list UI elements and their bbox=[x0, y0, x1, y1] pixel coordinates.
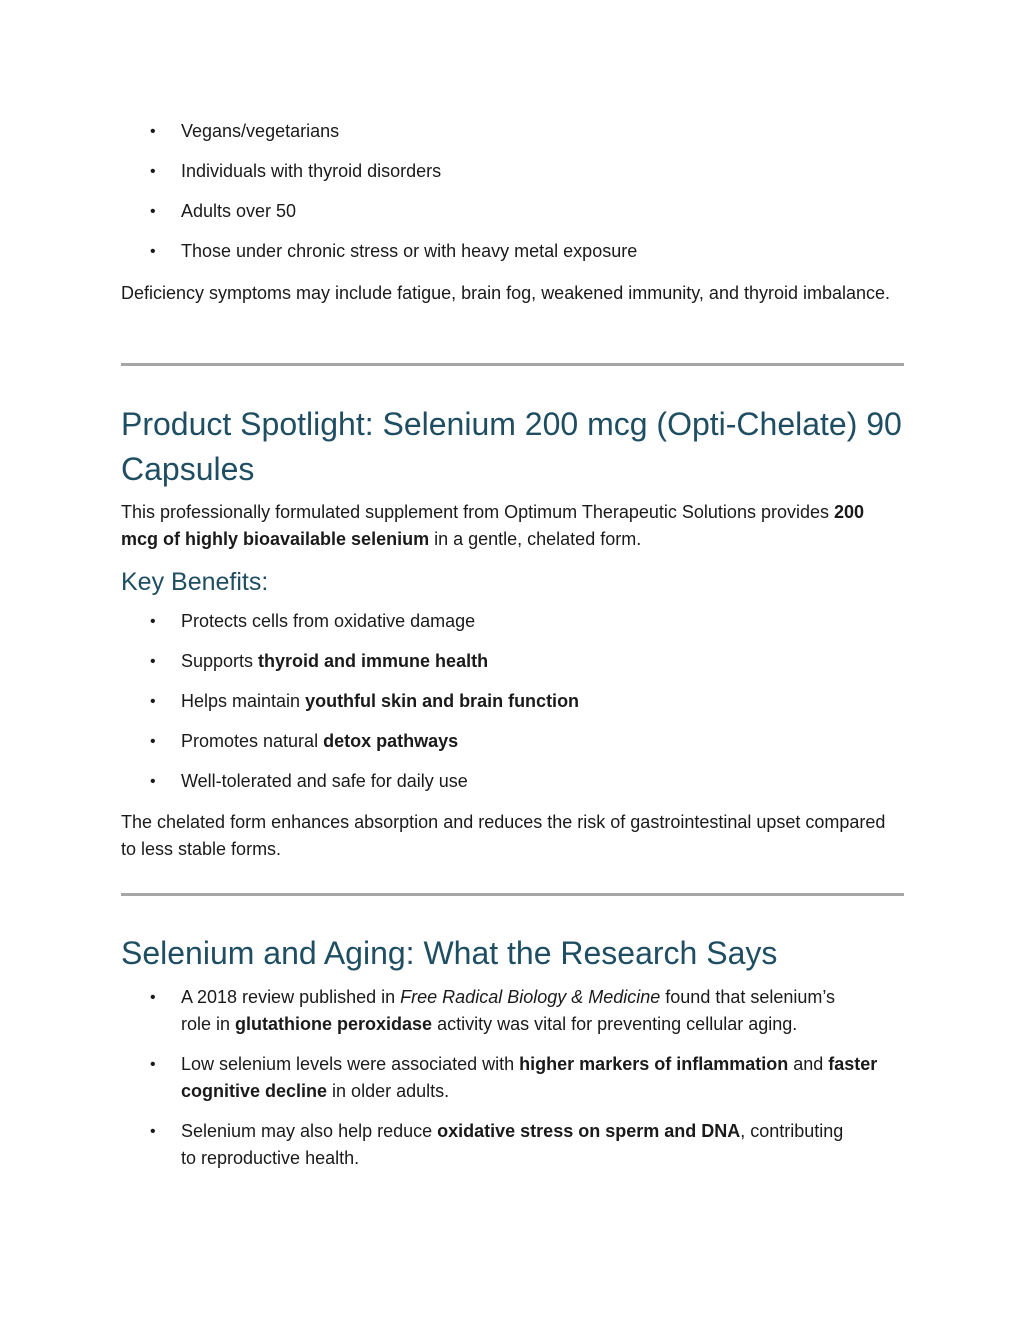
key-benefits-list bbox=[121, 608, 906, 795]
key-benefits-heading: Key Benefits: bbox=[121, 568, 269, 596]
risk-groups-list bbox=[121, 118, 906, 265]
list-item: • Those under chronic stress or with heavy metal exposure bbox=[121, 238, 906, 265]
benefit-highlight: youthful skin and brain function bbox=[305, 691, 580, 711]
research-heading: Selenium and Aging: What the Research Says bbox=[121, 935, 778, 971]
benefit-text: Supports bbox=[181, 651, 259, 671]
research-text: in older adults. bbox=[327, 1081, 450, 1101]
product-description-highlight: 200 mcg of highly bioavailable selenium bbox=[121, 502, 865, 549]
product-description-text-end: in a gentle, chelated form. bbox=[429, 529, 642, 549]
research-highlight: faster cognitive decline bbox=[181, 1054, 878, 1101]
benefit-text: Protects cells from oxidative damage bbox=[181, 611, 476, 631]
product-spotlight-heading: Product Spotlight: Selenium 200 mcg (Opti-Chelate) 90 Capsules bbox=[121, 406, 902, 487]
research-text: activity was vital for preventing cellular aging. bbox=[432, 1014, 798, 1034]
research-text: Low selenium levels were associated with bbox=[181, 1054, 520, 1074]
research-highlight: glutathione peroxidase bbox=[235, 1014, 433, 1034]
benefit-text: Helps maintain bbox=[181, 691, 306, 711]
research-item bbox=[121, 984, 846, 1038]
research-list bbox=[121, 984, 906, 1172]
research-item bbox=[121, 1051, 906, 1105]
benefit-text: Promotes natural bbox=[181, 731, 324, 751]
benefit-text: Well-tolerated and safe for daily use bbox=[181, 771, 468, 791]
research-text: found that selenium’s role in bbox=[181, 987, 836, 1034]
benefit-item bbox=[121, 728, 906, 755]
product-description bbox=[121, 499, 881, 553]
research-highlight: oxidative stress on sperm and DNA bbox=[437, 1121, 741, 1141]
benefit-item bbox=[121, 768, 906, 795]
research-text: A 2018 review published in bbox=[181, 987, 401, 1007]
research-text: , contributing to reproductive health. bbox=[181, 1121, 844, 1168]
section-divider bbox=[121, 363, 904, 366]
journal-title: Free Radical Biology & Medicine bbox=[400, 987, 661, 1007]
benefit-item bbox=[121, 648, 906, 675]
research-item bbox=[121, 1118, 846, 1172]
section-divider bbox=[121, 893, 904, 896]
chelated-form-paragraph: The chelated form enhances absorption and reduces the risk of gastrointestinal upset compared to less stable forms. bbox=[121, 812, 886, 859]
benefit-highlight: detox pathways bbox=[323, 731, 459, 751]
benefit-item bbox=[121, 608, 906, 635]
list-item: • Adults over 50 bbox=[121, 198, 906, 225]
deficiency-paragraph: Deficiency symptoms may include fatigue, brain fog, weakened immunity, and thyroid imbalance. bbox=[121, 283, 891, 303]
research-text: Selenium may also help reduce bbox=[181, 1121, 438, 1141]
product-description-text: This professionally formulated supplement from Optimum Therapeutic Solutions provides bbox=[121, 502, 834, 522]
research-text: and bbox=[788, 1054, 829, 1074]
benefit-highlight: thyroid and immune health bbox=[258, 651, 489, 671]
list-item: • Individuals with thyroid disorders bbox=[121, 158, 906, 185]
benefit-item bbox=[121, 688, 906, 715]
list-item: • Vegans/vegetarians bbox=[121, 118, 906, 145]
research-highlight: higher markers of inflammation bbox=[519, 1054, 789, 1074]
